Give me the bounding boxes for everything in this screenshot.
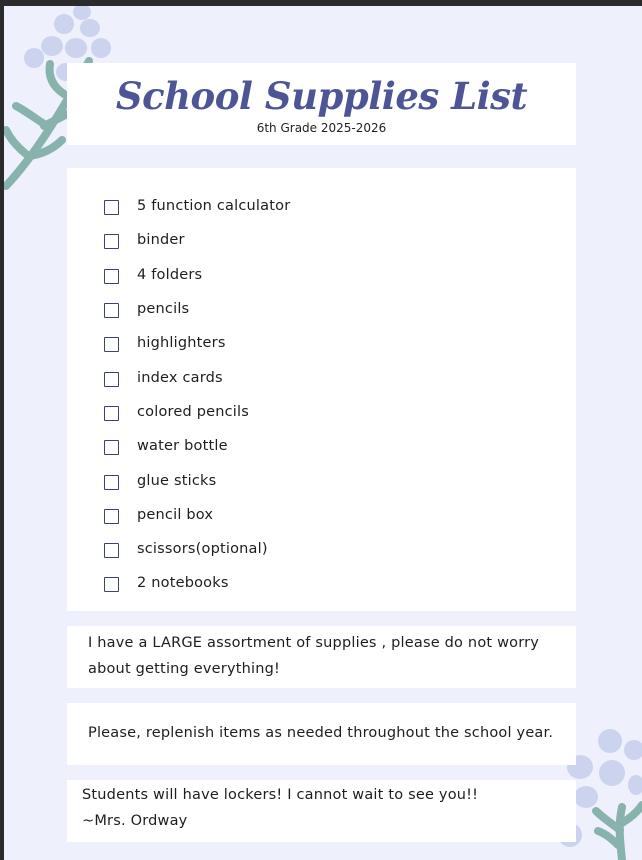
list-item: [104, 189, 290, 223]
teacher-signature: ~Mrs. Ordway: [82, 813, 188, 829]
supply-label: index cards: [137, 369, 223, 386]
list-item: [104, 258, 290, 292]
supply-label: highlighters: [137, 335, 226, 352]
list-item: [104, 292, 290, 326]
list-item: [104, 566, 290, 600]
page-subtitle: 6th Grade 2025-2026: [256, 121, 387, 135]
supply-label: 5 function calculator: [137, 198, 291, 215]
lockers-note-card: [67, 780, 576, 842]
supply-label: scissors(optional): [137, 541, 268, 558]
title-card: [67, 63, 576, 145]
checkbox-icon[interactable]: [104, 543, 119, 558]
checkbox-icon[interactable]: [104, 440, 119, 455]
lockers-message: Students will have lockers! I cannot wait to see you!!: [82, 787, 479, 803]
list-item: [104, 463, 290, 497]
checkbox-icon[interactable]: [104, 577, 119, 592]
checkbox-icon[interactable]: [104, 406, 119, 421]
supplies-page: [4, 6, 642, 860]
checkbox-icon[interactable]: [104, 234, 119, 249]
supply-label: 4 folders: [137, 266, 203, 283]
list-item: [104, 360, 290, 394]
list-item: [104, 223, 290, 257]
supply-label: water bottle: [137, 438, 228, 455]
supplies-list-card: [67, 168, 576, 611]
checkbox-icon[interactable]: [104, 269, 119, 284]
checkbox-icon[interactable]: [104, 475, 119, 490]
assortment-note: I have a LARGE assortment of supplies , please do not worry about getting everything!: [88, 635, 540, 677]
replenish-note: Please, replenish items as needed throughout the school year.: [88, 725, 554, 741]
assortment-note-card: [67, 626, 576, 688]
list-item: [104, 498, 290, 532]
supply-label: colored pencils: [137, 403, 250, 420]
list-item: [104, 326, 290, 360]
checkbox-icon[interactable]: [104, 200, 119, 215]
checkbox-icon[interactable]: [104, 303, 119, 318]
replenish-note-card: [67, 703, 576, 765]
checkbox-icon[interactable]: [104, 372, 119, 387]
checkbox-icon[interactable]: [104, 509, 119, 524]
list-item: [104, 532, 290, 566]
checkbox-icon[interactable]: [104, 337, 119, 352]
supplies-list: [104, 189, 290, 601]
supply-label: pencil box: [137, 506, 214, 523]
supply-label: 2 notebooks: [137, 575, 229, 592]
supply-label: glue sticks: [137, 472, 217, 489]
supply-label: binder: [137, 232, 185, 249]
lockers-note: [82, 782, 562, 834]
supply-label: pencils: [137, 301, 190, 318]
list-item: [104, 429, 290, 463]
page-title: School Supplies List: [115, 74, 528, 118]
list-item: [104, 395, 290, 429]
